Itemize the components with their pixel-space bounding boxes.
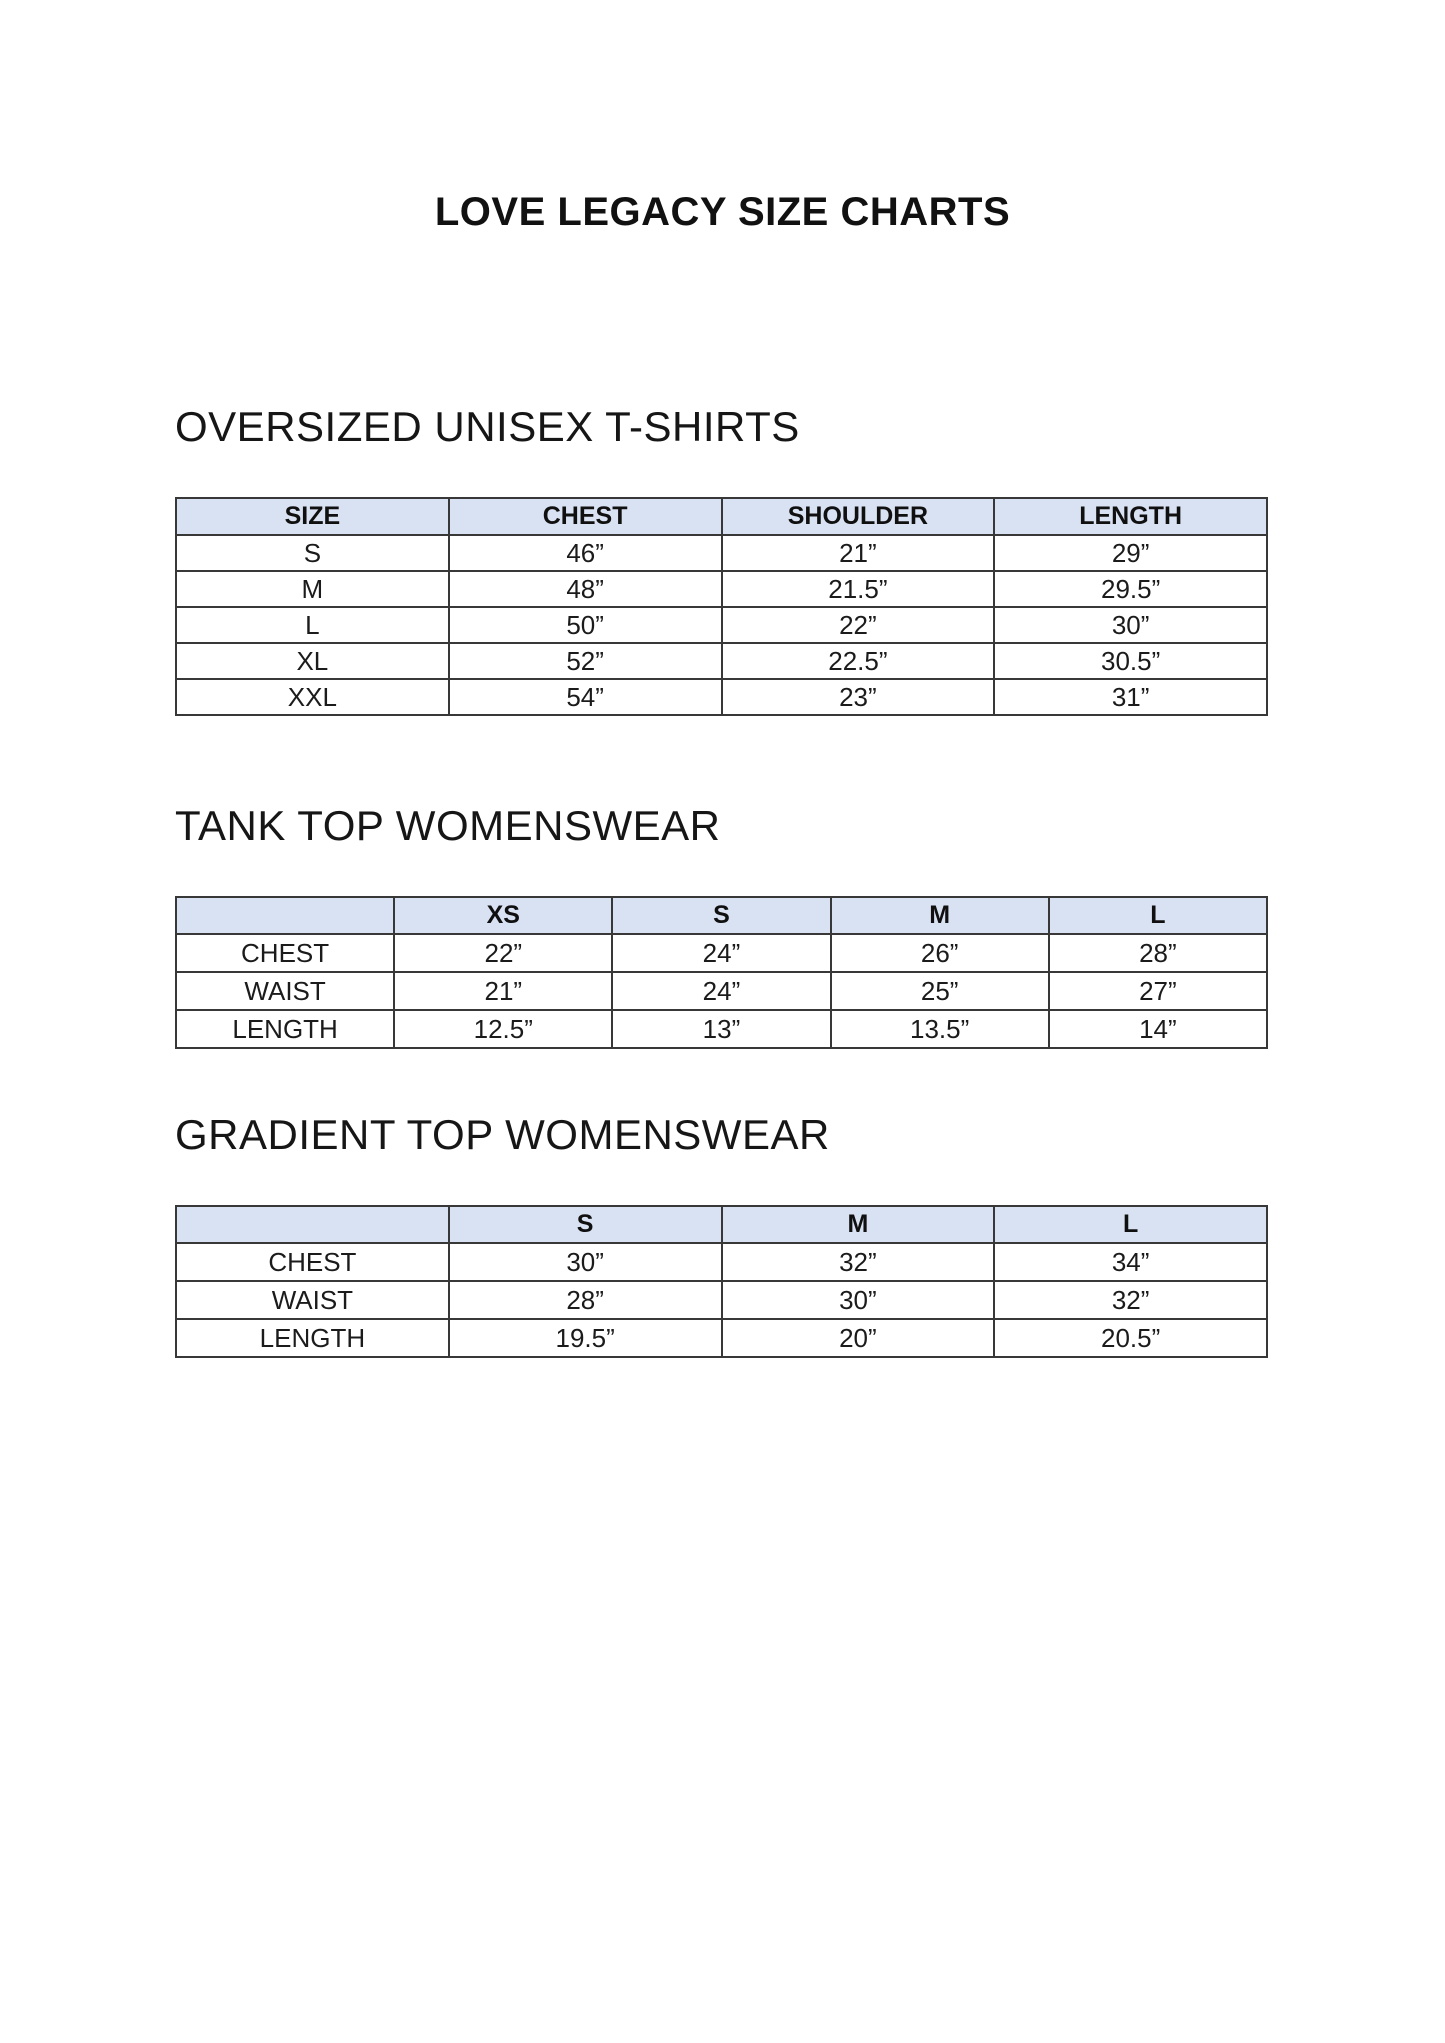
measurement-cell: 20.5” — [994, 1319, 1267, 1357]
table-row — [176, 607, 1267, 643]
table-header-cell: L — [994, 1206, 1267, 1243]
table-row — [176, 1010, 1267, 1048]
measurement-cell: 27” — [1049, 972, 1267, 1010]
row-label-cell: M — [176, 571, 449, 607]
row-label-cell: WAIST — [176, 1281, 449, 1319]
measurement-cell: 28” — [449, 1281, 722, 1319]
row-label-cell: CHEST — [176, 934, 394, 972]
measurement-cell: 34” — [994, 1243, 1267, 1281]
measurement-cell: 50” — [449, 607, 722, 643]
table-header-cell — [176, 897, 394, 934]
table-header-cell: M — [831, 897, 1049, 934]
section-heading: GRADIENT TOP WOMENSWEAR — [175, 1111, 830, 1158]
measurement-cell: 24” — [612, 934, 830, 972]
section-heading: OVERSIZED UNISEX T-SHIRTS — [175, 403, 800, 450]
measurement-cell: 22” — [722, 607, 995, 643]
row-label-cell: LENGTH — [176, 1319, 449, 1357]
measurement-cell: 21” — [722, 535, 995, 571]
content-area — [175, 403, 1268, 1358]
row-label-cell: XXL — [176, 679, 449, 715]
table-header-cell: SHOULDER — [722, 498, 995, 535]
table-header-cell: XS — [394, 897, 612, 934]
table-header-row — [176, 1206, 1267, 1243]
measurement-cell: 22.5” — [722, 643, 995, 679]
measurement-cell: 21” — [394, 972, 612, 1010]
table-header-cell — [176, 1206, 449, 1243]
table-header-cell: SIZE — [176, 498, 449, 535]
table-row — [176, 643, 1267, 679]
measurement-cell: 32” — [994, 1281, 1267, 1319]
table-row — [176, 535, 1267, 571]
section-gradient-top-womenswear — [175, 1111, 1268, 1358]
measurement-cell: 23” — [722, 679, 995, 715]
measurement-cell: 20” — [722, 1319, 995, 1357]
measurement-cell: 32” — [722, 1243, 995, 1281]
measurement-cell: 21.5” — [722, 571, 995, 607]
measurement-cell: 29.5” — [994, 571, 1267, 607]
measurement-cell: 52” — [449, 643, 722, 679]
section-tank-top-womenswear — [175, 802, 1268, 1049]
row-label-cell: S — [176, 535, 449, 571]
table-row — [176, 679, 1267, 715]
table-row — [176, 1243, 1267, 1281]
size-table-tank-top-womenswear — [175, 896, 1268, 1049]
table-header-cell: S — [612, 897, 830, 934]
section-heading: TANK TOP WOMENSWEAR — [175, 802, 721, 849]
table-row — [176, 934, 1267, 972]
measurement-cell: 54” — [449, 679, 722, 715]
measurement-cell: 29” — [994, 535, 1267, 571]
measurement-cell: 13” — [612, 1010, 830, 1048]
measurement-cell: 46” — [449, 535, 722, 571]
measurement-cell: 25” — [831, 972, 1049, 1010]
measurement-cell: 48” — [449, 571, 722, 607]
measurement-cell: 12.5” — [394, 1010, 612, 1048]
table-header-row — [176, 498, 1267, 535]
measurement-cell: 13.5” — [831, 1010, 1049, 1048]
table-header-cell: M — [722, 1206, 995, 1243]
table-header-cell: CHEST — [449, 498, 722, 535]
measurement-cell: 24” — [612, 972, 830, 1010]
row-label-cell: LENGTH — [176, 1010, 394, 1048]
table-row — [176, 571, 1267, 607]
measurement-cell: 28” — [1049, 934, 1267, 972]
measurement-cell: 30.5” — [994, 643, 1267, 679]
table-header-cell: S — [449, 1206, 722, 1243]
table-row — [176, 972, 1267, 1010]
table-header-cell: L — [1049, 897, 1267, 934]
row-label-cell: XL — [176, 643, 449, 679]
measurement-cell: 31” — [994, 679, 1267, 715]
row-label-cell: CHEST — [176, 1243, 449, 1281]
measurement-cell: 22” — [394, 934, 612, 972]
table-header-row — [176, 897, 1267, 934]
measurement-cell: 19.5” — [449, 1319, 722, 1357]
row-label-cell: L — [176, 607, 449, 643]
row-label-cell: WAIST — [176, 972, 394, 1010]
table-row — [176, 1281, 1267, 1319]
measurement-cell: 26” — [831, 934, 1049, 972]
table-header-cell: LENGTH — [994, 498, 1267, 535]
document-title: LOVE LEGACY SIZE CHARTS — [434, 190, 1011, 234]
measurement-cell: 30” — [449, 1243, 722, 1281]
size-table-oversized-unisex-t-shirts — [175, 497, 1268, 716]
measurement-cell: 30” — [722, 1281, 995, 1319]
measurement-cell: 14” — [1049, 1010, 1267, 1048]
size-table-gradient-top-womenswear — [175, 1205, 1268, 1358]
section-oversized-unisex-t-shirts — [175, 403, 1268, 716]
table-row — [176, 1319, 1267, 1357]
measurement-cell: 30” — [994, 607, 1267, 643]
